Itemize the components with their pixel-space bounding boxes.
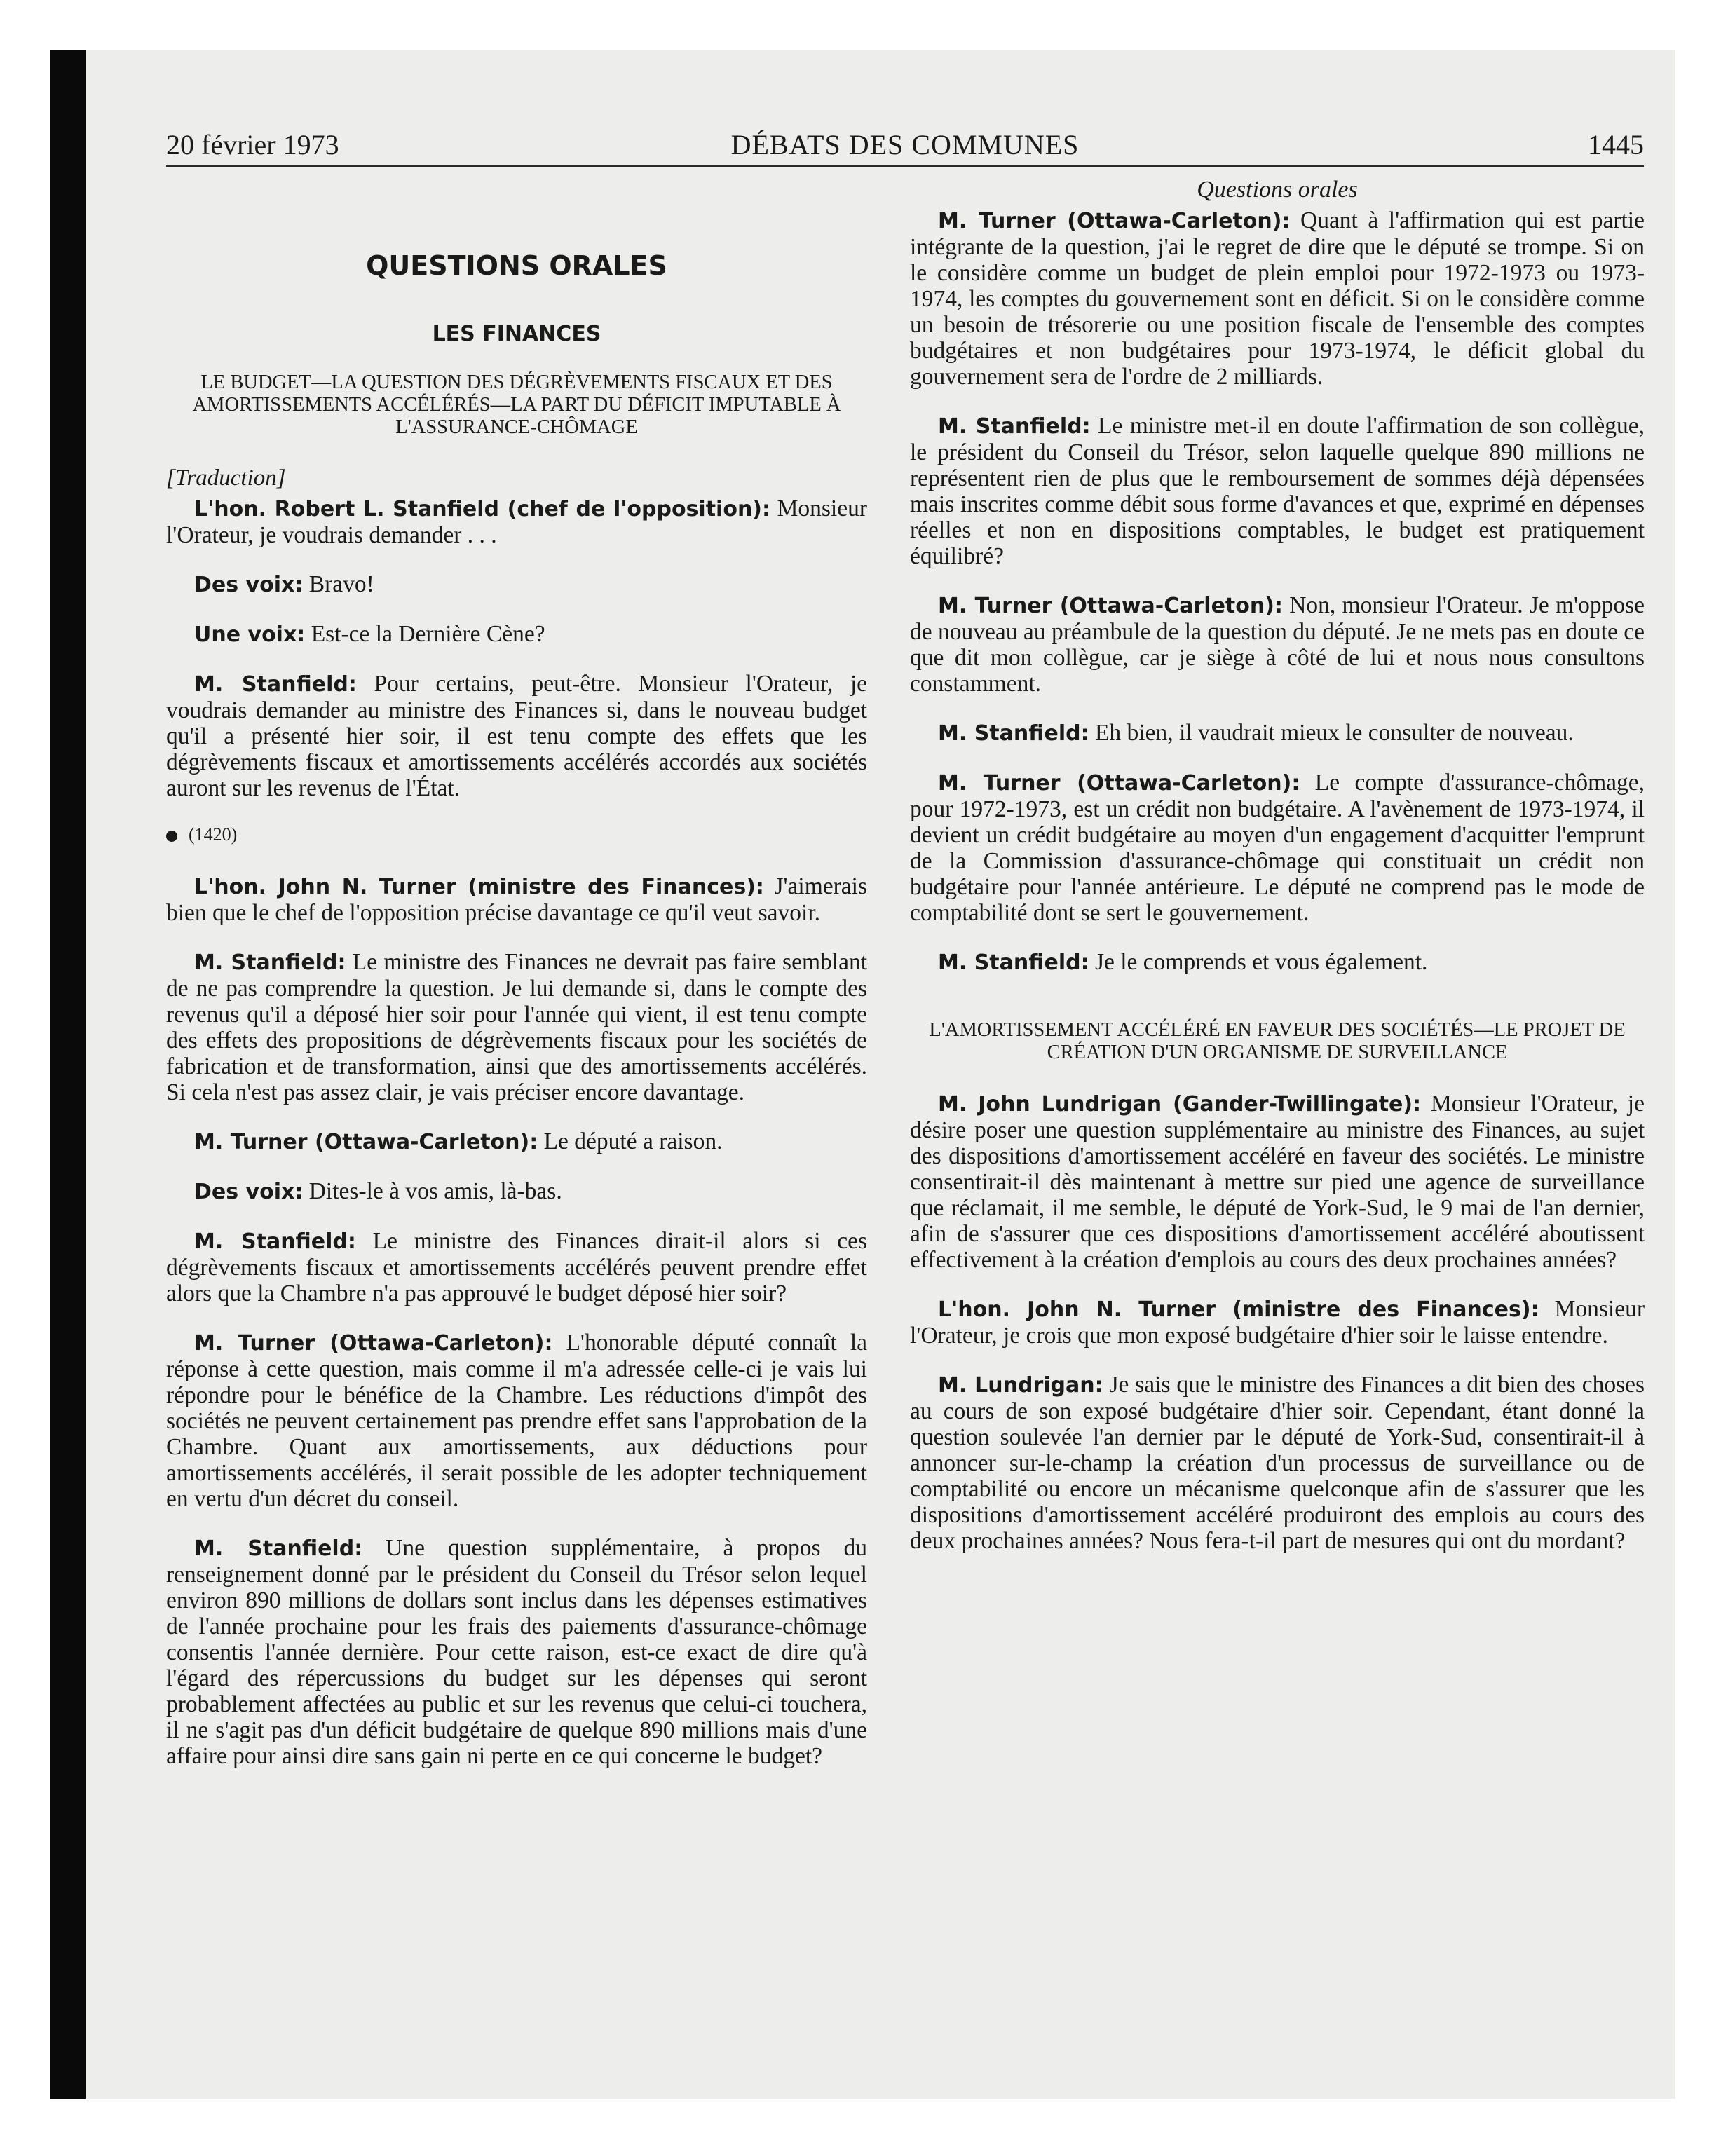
timestamp-text: (1420) <box>189 824 238 845</box>
speech-text: Dites-le à vos amis, là-bas. <box>308 1178 562 1204</box>
speech-text: Monsieur l'Orateur, je crois que mon exposé budgétaire d'hier soir le laisse entendre. <box>910 1296 1645 1349</box>
speech-paragraph <box>166 571 867 598</box>
scanned-page <box>50 50 1675 2099</box>
right-paras-after <box>910 1091 1645 1554</box>
speech-text: Monsieur l'Orateur, je voudrais demander . . . <box>166 496 867 548</box>
speech-paragraph <box>910 1091 1645 1273</box>
speaker-name: L'hon. Robert L. Stanfield (chef de l'opposition): <box>194 497 771 521</box>
speaker-name: Des voix: <box>194 1180 304 1204</box>
header-date: 20 février 1973 <box>166 129 339 161</box>
speaker-name: L'hon. John N. Turner (ministre des Finances): <box>938 1297 1539 1322</box>
speech-paragraph <box>166 949 867 1105</box>
speech-text: Eh bien, il vaudrait mieux le consulter de nouveau. <box>1094 720 1574 746</box>
speaker-name: Des voix: <box>194 573 304 597</box>
speech-paragraph <box>910 207 1645 390</box>
speech-text: Le député a raison. <box>543 1128 723 1154</box>
speech-paragraph <box>910 1372 1645 1554</box>
speech-paragraph <box>910 1296 1645 1349</box>
speaker-name: L'hon. John N. Turner (ministre des Finances): <box>194 875 764 899</box>
speech-text: Le ministre des Finances dirait-il alors si ces dégrèvements fiscaux et amortissements accélérés peuvent prendre effet alors que la Chambre n'a pas approuvé le budget déposé hier soir? <box>166 1228 867 1306</box>
header-page-number: 1445 <box>1588 129 1644 161</box>
speaker-name: M. John Lundrigan (Gander-Twillingate): <box>938 1092 1422 1117</box>
speech-text: Quant à l'affirmation qui est partie intégrante de la question, j'ai le regret de dire que le député se trompe. Si on le considère comme un budget de plein emploi pour 1972-1973 ou 1973-1974, les comptes du gouvernement sont en déficit. Si on le considère comme un besoin de trésorerie ou une position fiscale de l'ensemble des comptes budgétaires et non budgétaires pour 1973-1974, le déficit global du gouvernement sera de l'ordre de 2 milliards. <box>910 207 1645 390</box>
right-paras-before <box>910 207 1645 976</box>
topic-heading-2: L'AMORTISSEMENT ACCÉLÉRÉ EN FAVEUR DES SOCIÉTÉS—LE PROJET DE CRÉATION D'UN ORGANISME DE SURVEILLANCE <box>929 1019 1626 1063</box>
speech-text: Je le comprends et vous également. <box>1094 949 1428 975</box>
left-paras-before <box>166 496 867 801</box>
speaker-name: M. Turner (Ottawa-Carleton): <box>194 1130 538 1154</box>
speaker-name: M. Stanfield: <box>194 950 346 975</box>
translation-note: [Traduction] <box>166 465 286 491</box>
speech-paragraph <box>166 1128 867 1155</box>
speech-paragraph <box>910 770 1645 926</box>
speech-paragraph <box>910 720 1645 746</box>
speech-text: Le ministre des Finances ne devrait pas faire semblant de ne pas comprendre la question. Je lui demande si, dans le compte des revenus qu'il a déposé hier soir pour l'année qui vient, il est tenu compte des effets des propositions de dégrèvements fiscaux pour les sociétés de fabrication et de transformation, ainsi que des amortissements accélérés. Si cela n'est pas assez clair, je vais préciser encore davantage. <box>166 949 867 1105</box>
speaker-name: M. Turner (Ottawa-Carleton): <box>938 594 1283 618</box>
speaker-name: M. Turner (Ottawa-Carleton): <box>194 1331 553 1356</box>
running-head: Questions orales <box>1197 177 1358 203</box>
speech-text: Bravo! <box>308 571 374 597</box>
speaker-name: M. Turner (Ottawa-Carleton): <box>938 209 1291 233</box>
speech-paragraph <box>166 1535 867 1769</box>
speech-text: Le ministre met-il en doute l'affirmation de son collègue, le président du Conseil du Trésor, selon laquelle quelque 890 millions ne représentent rien de plus que le remboursement de sommes déjà dépensées mais inscrites comme débit sous forme d'avances et que, exprimé en dépenses réelles et non en dispositions comptables, le budget est pratiquement équilibré? <box>910 413 1645 569</box>
speaker-name: M. Stanfield: <box>194 1536 363 1561</box>
speaker-name: M. Stanfield: <box>938 414 1091 439</box>
timestamp <box>166 824 867 845</box>
speech-text: L'honorable député connaît la réponse à cette question, mais comme il m'a adressée celle-ci je vais lui répondre pour le bénéfice de la Chambre. Les réductions d'impôt des sociétés ne peuvent certainement pas prendre effet sans l'approbation de la Chambre. Quant aux amortissements, aux déductions pour amortissements accélérés, il serait possible de les adopter techniquement en vertu d'un décret du conseil. <box>166 1330 867 1512</box>
speech-text: J'aimerais bien que le chef de l'opposition précise davantage ce qu'il veut savoir. <box>166 873 868 926</box>
speech-text: Une question supplémentaire, à propos du renseignement donné par le président du Conseil du Trésor selon lequel environ 890 millions de dollars sont inclus dans les dépenses estimatives de l'année prochaine pour les frais des paiements d'assurance-chômage consentis l'année dernière. Pour cette raison, est-ce exact de dire qu'à l'égard des répercussions du budget sur les dépenses qui seront probablement affectées au public et sur les revenus que celui-ci touchera, il ne s'agit pas d'un déficit budgétaire de quelque 890 millions mais d'une affaire pour ainsi dire sans gain ni perte en ce qui concerne le budget? <box>166 1535 867 1769</box>
speech-paragraph <box>910 413 1645 569</box>
speech-text: Je sais que le ministre des Finances a dit bien des choses au cours de son exposé budgétaire d'hier soir. Cependant, étant donné la question soulevée l'an dernier par le député de York-Sud, consentirait-il à annoncer sur-le-champ la création d'un processus de surveillance ou de comptabilité ou encore un mécanisme quelconque afin de s'assurer que les dispositions d'amortissement accéléré produiront des emplois au cours des deux prochaines années? Nous fera-t-il part de mesures qui ont du mordant? <box>910 1372 1645 1554</box>
left-column <box>166 177 867 1792</box>
speech-paragraph <box>166 873 867 926</box>
speaker-name: M. Stanfield: <box>194 672 357 697</box>
section-subtitle: LES FINANCES <box>432 322 601 346</box>
speaker-name: M. Stanfield: <box>194 1229 356 1254</box>
speaker-name: M. Turner (Ottawa-Carleton): <box>938 771 1300 796</box>
speech-text: Monsieur l'Orateur, je désire poser une question supplémentaire au ministre des Finances, au sujet des dispositions d'amortissement accéléré en faveur des sociétés. Le ministre consentirait-il dès maintenant à mettre sur pied une agence de surveillance que réclamait, il me semble, le député de York-Sud, le 9 mai de l'an dernier, afin de s'assurer que ces dispositions d'amortissement accéléré aboutissent effectivement à la création d'emplois au cours des deux prochaines années? <box>910 1091 1645 1273</box>
speech-paragraph <box>166 671 867 801</box>
speech-paragraph <box>910 949 1645 976</box>
header-publication: DÉBATS DES COMMUNES <box>730 129 1080 161</box>
page-header <box>166 121 1644 167</box>
speech-text: Pour certains, peut-être. Monsieur l'Orateur, je voudrais demander au ministre des Finances si, dans le nouveau budget qu'il a présenté hier soir, il est tenu compte des effets que les dégrèvements fiscaux et amortissements accélérés accordés aux sociétés auront sur les revenus de l'État. <box>166 671 868 801</box>
speech-paragraph <box>166 1330 867 1512</box>
speaker-name: M. Stanfield: <box>938 721 1089 746</box>
speaker-name: M. Lundrigan: <box>938 1373 1103 1398</box>
left-paras-after <box>166 873 867 1769</box>
speech-paragraph <box>166 621 867 648</box>
speech-text: Non, monsieur l'Orateur. Je m'oppose de nouveau au préambule de la question du député. Je ne mets pas en doute ce que dit mon collègue, car je siège à côté de lui et nous nous consultons constamment. <box>910 592 1645 697</box>
speaker-name: M. Stanfield: <box>938 950 1089 975</box>
topic-heading: LE BUDGET—LA QUESTION DES DÉGRÈVEMENTS FISCAUX ET DES AMORTISSEMENTS ACCÉLÉRÉS—LA PART DU DÉFICIT IMPUTABLE À L'ASSURANCE-CHÔMAGE <box>192 371 841 438</box>
speech-text: Le compte d'assurance-chômage, pour 1972-1973, est un crédit non budgétaire. A l'avènement de 1973-1974, il devient un crédit budgétaire au moyen d'un engagement d'acquitter l'emprunt de la Commission d'assurance-chômage qui constituait un crédit non budgétaire pour l'année antérieure. Le député ne comprend pas le mode de comptabilité dont se sert le gouvernement. <box>910 770 1645 926</box>
speaker-name: Une voix: <box>194 622 306 647</box>
speech-text: Est-ce la Dernière Cène? <box>311 621 545 647</box>
scan-edge-bar <box>50 50 86 2099</box>
speech-paragraph <box>166 1178 867 1205</box>
right-column <box>910 177 1645 1577</box>
bullet-icon <box>166 831 177 842</box>
speech-paragraph <box>166 496 867 548</box>
section-title: QUESTIONS ORALES <box>366 250 667 281</box>
speech-paragraph <box>910 592 1645 697</box>
speech-paragraph <box>166 1228 867 1306</box>
